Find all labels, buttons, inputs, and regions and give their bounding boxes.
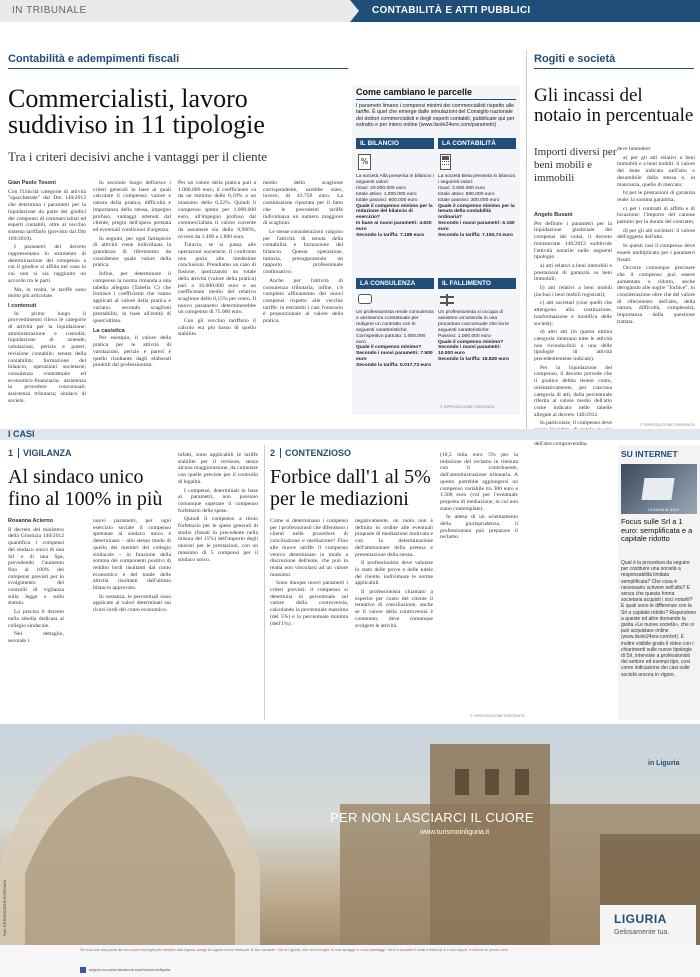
calculator-icon xyxy=(440,154,451,170)
case2-col2: negativamente, un ruolo non è definito in ordine alle eventuali proposte di mediazione motivata e con la determinazione dell'ammontare della pretesa e presentazione della stessa. Il professionista deve valutare lo stato delle prove e delle tutele del cliente, individuare le norme applicabili. Il professionista chiamato a esperire per conto del cliente il tentativo di conciliazione, anche se il valore della controversia è contenuto, deve comunque svolgere le attività. xyxy=(355,518,433,629)
main-col2: In secondo luogo definisce i criteri generali in base ai quali calcolare il compenso: valore e natura della pratica, difficoltà e importanza della stessa, impegno profuso, vantaggi ottenuti dal cliente, pregio dell'opera prestata ed eventuali condizioni d'urgenza. In seguito, per ogni fattispecie di attività viene individuata la grandezza di riferimento da considerare quale valore della pratica. Infine, per determinare il compenso la norma rimanda a una tabella allegata (Tabella C) che fornisce i coefficienti che vanno applicati al valore della pratica e variano, secondo scaglioni prestabiliti, in base all'entità di quest'ultimo. La casistica Per esempio, il valore della pratica per le attività di valutazioni, perizie e pareri è quello risultante dagli elaborati prodotti dal professionista. xyxy=(93,180,171,369)
ad-photo xyxy=(0,724,700,977)
percent-icon: % xyxy=(358,154,371,170)
block-contabilita-body: La società Beta presenta in bilancio i seguenti valori: ricavi: 2.000.000 euro totale attivo: 500.000 euro totale passivo: 300.000 euro Quale il compenso minimo per la tenuta della contabilità ordinaria? Secondo i nuovi parametri: 6.160 euro Secondo la tariffa: 7.193,74 euro xyxy=(438,174,516,239)
block-label-contabilita: LA CONTABILITÀ xyxy=(438,138,516,149)
scale-icon xyxy=(440,294,454,306)
case2-copyright: © RIPRODUZIONE RISERVATA xyxy=(470,714,525,718)
case1-col2: nuovi parametri, per ogni esercizio sociale il compenso spettante al sindaco unico è determinato – allo stesso modo di quello dei membri del collegio sindacale – in funzione della somma dei componenti positivi di reddito lordi risultanti dal conto economico e del totale delle attività risultanti dall'ultimo bilancio approvato. In sostanza, le percentuali sono applicate ai valori determinati sui ricavi lordi del conto economico. xyxy=(93,518,171,614)
notary-copyright: © RIPRODUZIONE RISERVATA xyxy=(640,423,695,427)
case2-col1: Come si determinano i compensi per i professionisti che difendono i clienti nelle procedure di conciliazione e mediazione? Fino alle nuove tariffe il compenso veniva determinato in modo a discrezione dell'ente, che può in realtà non vincolarsi ad un valore massimo. Sono dunque nuovi parametri i criteri previsti: il compenso si determina in percentuale sul valore della controversia, calcolando la percentuale massima (del 5%) e la percentuale minima (dell'1%). xyxy=(270,518,348,627)
block-label-consulenza: LA CONSULENZA xyxy=(356,278,434,289)
main-subhead: Tra i criteri decisivi anche i vantaggi per il cliente xyxy=(8,149,268,164)
case1-headline: Al sindaco unico fino al 100% in più xyxy=(8,466,163,510)
main-col1: Gian Paolo Tosoni Con l'Unicità categorie di attività "spacchettate" dal Dm 140/2012 che determina i parametri per la liquidazione da parte dei giudici dei compensi di commercialisti ed esperti contabili, oltre al vecchio sistema tariffario (previsto dal Dm 169/2010). I parametri del decreto rappresentano lo strumento di determinazione del compenso a cui il giudice si affida nel caso in cui non si sia raggiunto un accordo tra le parti Ma, in realtà, le tariffe sono molto più articolate. I contenuti In primo luogo il provvedimento rileva le categorie di attività per la liquidazione: amministrazione e custodia; liquidazione di aziende; valutazioni, perizie e pareri; revisione contabile; tenuta della contabilità; formazione del bilancio, operazioni societarie; consulenza contrattuale ed economico-finanziaria; assistenza in procedure concorsuali; assistenza tributaria; sindaco di società. xyxy=(8,180,86,404)
notary-subhead: Importi diversi per beni mobili e immobili xyxy=(534,146,617,184)
case1-col3: infatti, sono applicabili le tariffe stabilite per il revisore, senza alcuna maggiorazione, da cumulare con quelle previste per il controllo di legalità. I compensi, determinati in base ai parametri, non possono comunque superare il compenso forfettario delle spese. Quindi il compenso a titolo forfettario per le spese generali di studio (fissati in precedente nella misura del 15%) dell'importo degli onorari per le prestazioni, con un massimo di 5 compensi per il sindaco unico. xyxy=(178,452,258,563)
notary-headline: Gli incassi del notaio in percentuale xyxy=(534,85,694,126)
case1-author: Rosanna Acierno xyxy=(8,518,54,524)
case-divider xyxy=(264,445,265,720)
notary-author: Angelo Busani xyxy=(534,212,573,218)
facebook-icon[interactable] xyxy=(80,967,86,973)
notary-col1: Angelo Busani Per definire i parametri per la liquidazione giudiziale dei compensi dei notai, il decreto ministeriale 140/2012 suddivide l'attività notarile nelle seguenti tipologie: a) atti relativi a beni immobili e prestazioni di garanzia su beni immobili; b) atti relativi a beni mobili (inclusi i beni mobili registrati); c) atti societari (cioè quelli che attengono alla costituzione, trasformazione e modifica delle società); d) altri atti (in questa ultima categoria rientrano tutte le attività non riconducibili a una delle tipologie di attività precedentemente indicate). Per la liquidazione del compenso, il decreto prevede che il giudice debba tenere conto, orientativamente, per ciascuna categoria di atti, della percentuale riferita al valore medio dell'atto come indicato nelle tabelle allegate al decreto 140/2012. In particolare, il compenso deve dell'atto compravendita. xyxy=(534,212,612,447)
ad-tagline: Gelosamente tua. xyxy=(614,929,670,936)
casi-label: I CASI xyxy=(8,429,35,439)
sidebar-photo-caption: LA GUIDA AL SOLE xyxy=(648,508,680,512)
ad-url[interactable]: www.turismoinliguria.it xyxy=(420,829,490,836)
case2-col3: (10,5 mila euro 5% per la redazione del reclamo in ritenuta con il contribuente, dall'amministrazione tributaria. A questo potrebbe aggiungersi un compenso variabile tra 300 euro e 1.500 euro (vol per l'eventuale proposta di mediazione, in cui non siano contemplate). In attesa di un orientamento della giurisprudenza, il professionista può preparare il reclamo. xyxy=(440,452,518,541)
sidebar-text: Qual è la procedura da seguire per costituire una società a responsabilità limitata semplificata? Che cosa è necessario scrivere nell'atto? E senza che questa forma societaria acquisti i soci notarili? E quali sono le differenze con la Srl a capitale ridotto? Rispondono a queste ed altre domande la guida «Le nuove società», che si può acquistare online (www.ilsole24ore.com/srl). E inoltre visibile gratis il video con i chiarimenti sulle nuove tipologie di Srl, interviste a professionisti del settore ed esempi tipo, così come indicazione dei casi sulle società ancora in vigore. xyxy=(621,560,697,678)
parcels-intro: I parametri limano i compensi minimi dei commercialisti rispetto alle tariffe. È quel che emerge dalle simulazioni del Consiglio nazionale dei dottori commercialisti e degli esperti contabili, pubblicate qui per estratto e per intero online (www.ilsole24ore.com/parametri) xyxy=(356,103,515,129)
case1-kicker: VIGILANZA xyxy=(18,448,72,458)
notary-kicker: Rogiti e società xyxy=(534,53,616,65)
sidebar-headline: Focus sulle Srl a 1 euro: semplificata e a capitale ridotto xyxy=(621,517,693,543)
sidebar-section: SU INTERNET xyxy=(621,449,678,459)
chat-icon xyxy=(358,294,372,304)
block-fallimento-body: Un professionista si occupa di assistere un'azienda in una procedura concorsuale che ha le seguenti caratteristiche: Passivo: 1.000.000 euro Quale il compenso minimo? Secondo i nuovi parametri: 10.000 euro Secondo la tariffa: 18.828 euro xyxy=(438,310,509,363)
notary-col2: deve intendere: a) per gli atti relativi a beni immobili e a beni mobili: il valore del bene indicato nell'atto o desumibile dalla stessa e, in mancanza, quello di mercato; b) per le prestazioni di garanzia reale: la somma garantita; c) per i contratti di affitto e di locazione: l'importo del canone pattuito per la durata del contratto; d) per gli atti societari: il valore dell'oggetto dell'atto. In questi casi il compenso deve essere moltiplicato per i parametri fissati. Occorre comunque precisare che il compenso può essere aumentato o ridotto, anche derogando alle soglie "forbice", in considerazione oltre che del valore di riferimento dell'atto, della natura, difficoltà, complessità, importanza della questione trattata. xyxy=(617,146,695,325)
ad-brand: LIGURIA xyxy=(614,912,667,926)
main-kicker: Contabilità e adempimenti fiscali xyxy=(8,53,180,65)
notary-kicker-rule xyxy=(534,68,694,69)
case1-col1: Rosanna Acierno Il decreto del ministero della Giustizia 140/2012 quantifica i compensi del sindaco unico di una Srl o di una Spa, prevedendo l'aumento fino al 100% dei compensi previsti per lo svolgimento dei controlli di vigilanza sulla legge e sullo statuto. Lo precisa il decreto nella tabella dedicata al collegio sindacale. Nel dettaglio, secondo i xyxy=(8,518,64,644)
header-arrow xyxy=(350,0,359,22)
ad-headline: PER NON LASCIARCI IL CUORE xyxy=(330,810,534,825)
notary-divider xyxy=(526,50,527,430)
main-col3: Per un valore della pratica pari a 1.000.000 euro, il coefficiente va da un minimo dello 0,18% a un massimo dello 0,22%. Quindi il compenso spetta per 1.000.000 euro, all'impegno profuso dal commercialista il valore corrente da assumere sia dello 0,900%, ovvero da 1.400 a 1.800 euro. Tutavia, se si passa alle operazioni societarie, il confronto non porta alle medesime conclusioni. Prendiamo un caso di fusione, ipotizzando un totale della attività (valore della pratica) pari a 10.000.000 euro e un coefficiente medio del relativo scaglione dello 0,15% per cento. Il nuovo parametro determinerebbe un compenso di 75.000 euro. Con gli vecchio tariffario il calcolo era più basso di quello stabilito. xyxy=(178,180,256,338)
parcels-title: Come cambiano le parcelle xyxy=(356,87,473,97)
ad-footnote: Se vuoi che una parte del tuo cuore ma leghi per sempre alla Liguria, scegli la Liguria come meta per le tue vacanze. Vivi la Liguria, vivi i suoi borghi, le sue spiagge e i suoi paesaggi. Vieni a scoprire il nostro territorio e i suoi sapori, e ritrova un pezzo di te. xyxy=(80,948,509,952)
case2-kicker: CONTENZIOSO xyxy=(280,448,351,458)
case2-headline: Forbice dall'1 al 5% per le mediazioni xyxy=(270,466,431,510)
block-label-fallimento: IL FALLIMENTO xyxy=(438,278,516,289)
sidebar-photo xyxy=(621,464,697,514)
kicker-rule xyxy=(8,68,348,69)
case1-number: 1 xyxy=(8,448,14,458)
casi-bar xyxy=(0,429,700,440)
case2-number: 2 xyxy=(270,448,276,458)
block-label-bilancio: IL BILANCIO xyxy=(356,138,434,149)
ad-social[interactable]: seguici su www.facebook.com/turismoinliguria xyxy=(89,967,171,972)
main-col4: medio dello scaglione corrispondente, sarebbe stato, invece, di 43.750 euro. La commissione riportata per il fatto che le precedenti tariffe individuava un numero maggiore di scaglioni. Le stesse considerazioni valgono per l'attività di tenuta della contabilità e formazione del bilancio. Questa operazione, tuttavia, presupponendo un rapporto professionale continuativo. Anche per l'attività di consulenza tributaria, infine, c'è completo affinamento dei nuovi compensi rispetto alle vecchie tariffe: in entrambi i casi l'onorario è proporzionale al valore della pratica. xyxy=(263,180,343,325)
header-right-section: CONTABILITÀ E ATTI PUBBLICI xyxy=(372,5,531,16)
ad-photo-credit: Foto: RIPRODUZIONE RISERVATA xyxy=(3,880,7,936)
ad-logo-top: in Liguria xyxy=(648,760,680,767)
main-author: Gian Paolo Tosoni xyxy=(8,180,56,186)
parcels-source: © RIPRODUZIONE RISERVATA xyxy=(440,405,495,409)
church-illustration xyxy=(0,724,700,977)
block-bilancio-body: La società Alfa presenta in bilancio i seguenti valori: ricavi: 20.000.000 euro totale attivo: 1.000.000 euro totale passivo: 600.000 euro Quale il compenso minimo per la redazione del bilancio di esercizio? In base ai nuovi parametri: 4.620 euro Secondo la tariffa: 7.188 euro xyxy=(356,174,434,239)
block-consulenza-body: Un professionista rende consulenza e assistenza contrattuale per redigere un contratto con le seguenti caratteristiche: Corrispettivo pattuito: 1.000.000 euro Quale il compenso minimo? Secondo i nuovi parametri: 7.500 euro Secondo la tariffa: 5.017,73 euro xyxy=(356,310,434,369)
header-left-section: IN TRIBUNALE xyxy=(12,5,87,16)
parcels-title-rule xyxy=(356,99,516,100)
main-headline: Commercialisti, lavoro suddiviso in 11 tipologie xyxy=(8,84,265,139)
